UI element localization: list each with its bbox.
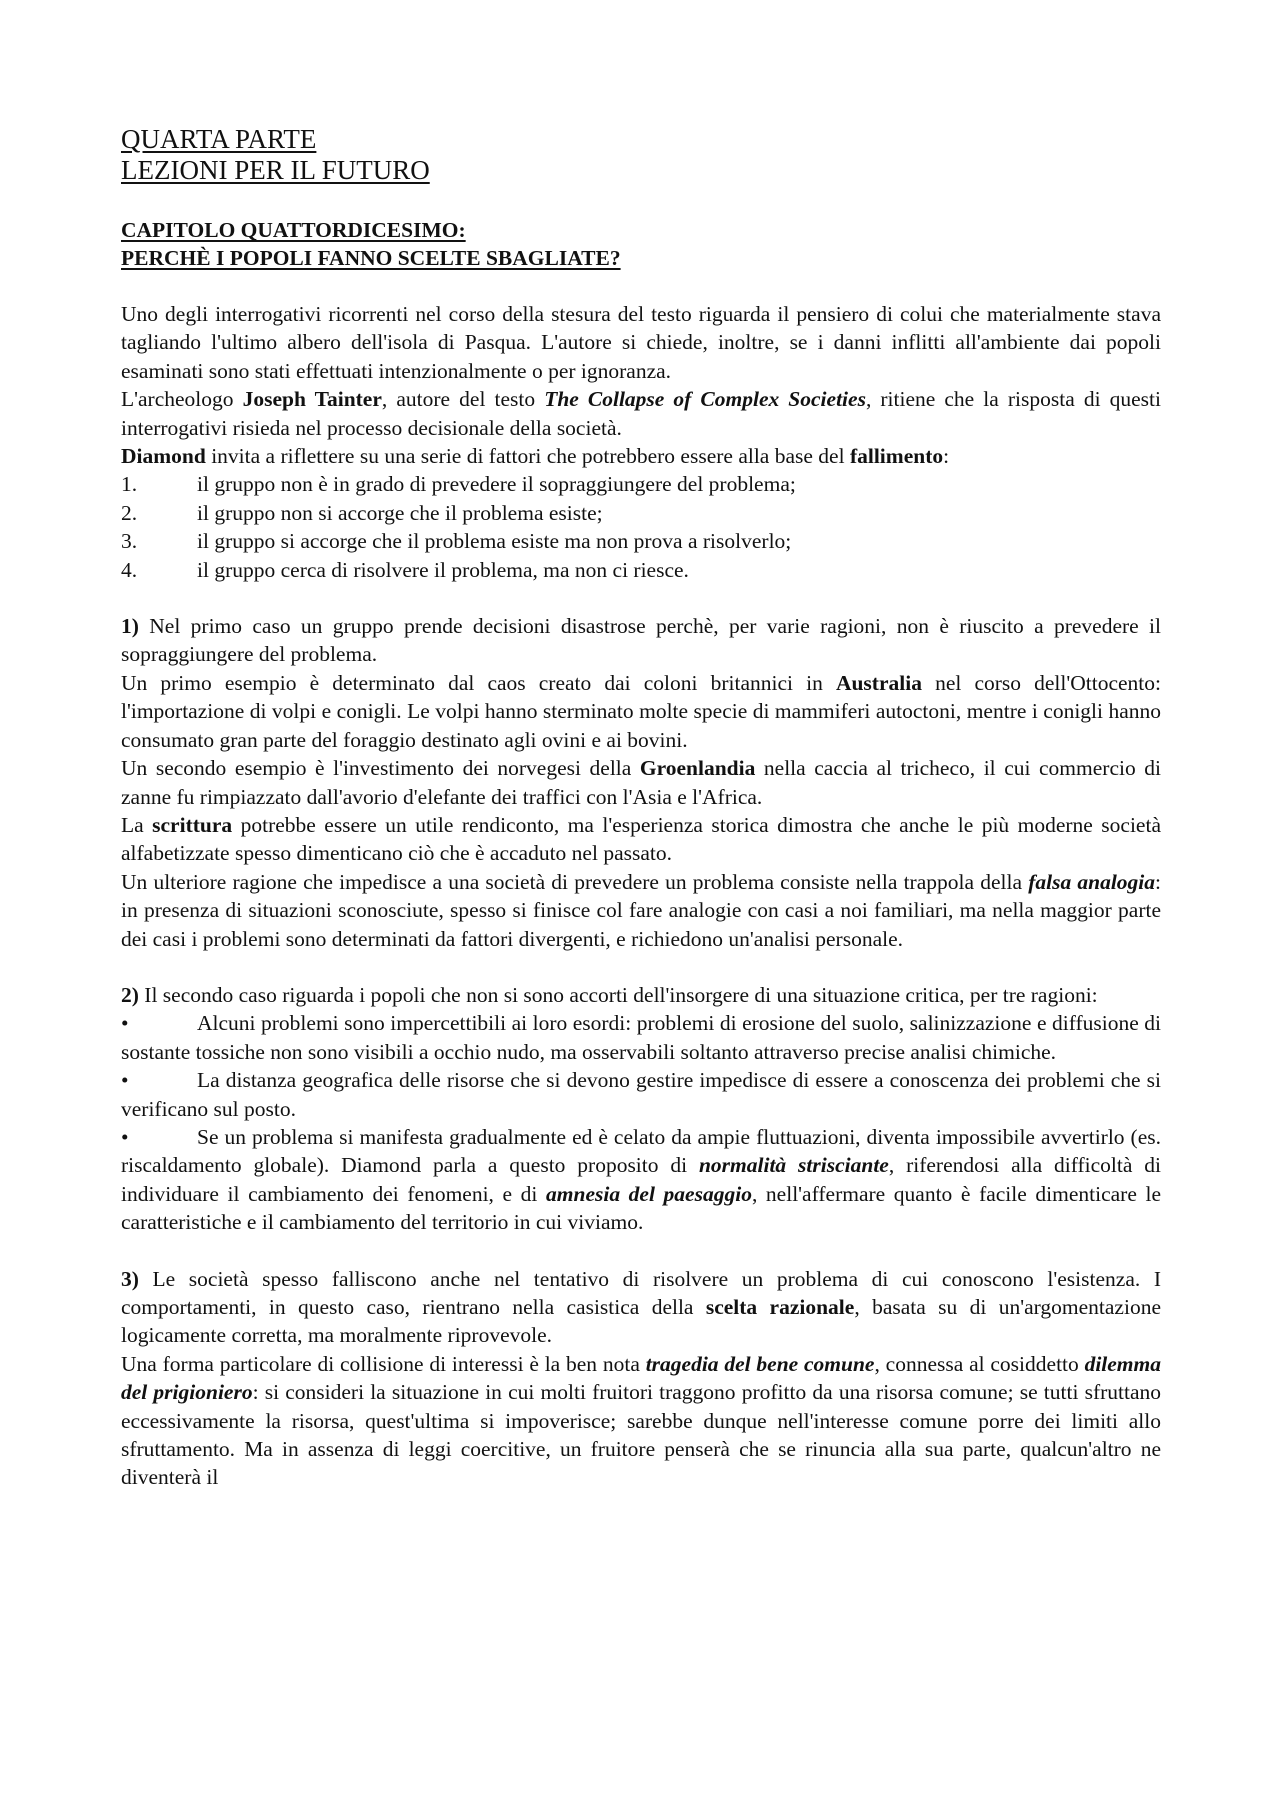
list-item: 2. il gruppo non si accorge che il problema esiste; bbox=[121, 500, 603, 525]
section2-paragraph-1: 2) Il secondo caso riguarda i popoli che non si sono accorti dell'insorgere di una situazione critica, per tre ragioni: bbox=[121, 982, 1098, 1007]
bullet-item: • La distanza geografica delle risorse che si devono gestire impedisce di essere a conoscenza dei problemi che si verificano sul posto. bbox=[121, 1068, 1161, 1121]
chapter-title bbox=[121, 216, 1161, 272]
author-name: Joseph Tainter bbox=[242, 387, 382, 412]
intro-paragraph-1: Uno degli interrogativi ricorrenti nel corso della stesura del testo riguarda il pensiero di colui che materialmente stava tagliando l'ultimo albero dell'isola di Pasqua. L'autore si chiede, inoltre, se i danni inflitti all'ambiente dai popoli esaminati sono stati effettuati intenzionalmente o per ignoranza. bbox=[121, 302, 1161, 383]
chapter-title-line2: PERCHÈ I POPOLI FANNO SCELTE SBAGLIATE? bbox=[121, 246, 621, 270]
failure-term: fallimento bbox=[849, 444, 944, 469]
part-title-line2: LEZIONI PER IL FUTURO bbox=[121, 155, 430, 185]
part-title bbox=[121, 124, 1161, 186]
chapter-title-line1: CAPITOLO QUATTORDICESIMO: bbox=[121, 218, 466, 242]
list-item: 3. il gruppo si accorge che il problema esiste ma non prova a risolverlo; bbox=[121, 529, 792, 554]
section1-paragraph-3: Un secondo esempio è l'investimento dei norvegesi della Groenlandia nella caccia al tricheco, il cui commercio di zanne fu rimpiazzato dall'avorio d'elefante dei traffici con l'Asia e l'Africa. bbox=[121, 756, 1161, 809]
bullet-item: • Alcuni problemi sono impercettibili ai loro esordi: problemi di erosione del suolo, salinizzazione e diffusione di sostante tossiche non sono visibili a occhio nudo, ma osservabili soltanto attraverso precise analisi chimiche. bbox=[121, 1011, 1161, 1064]
section1-paragraph-4: La scrittura potrebbe essere un utile rendiconto, ma l'esperienza storica dimostra che anche le più moderne società alfabetizzate spesso dimenticano ciò che è accaduto nel passato. bbox=[121, 812, 1161, 866]
document-page bbox=[121, 124, 1161, 1492]
list-item: 1. il gruppo non è in grado di prevedere il sopraggiungere del problema; bbox=[121, 472, 796, 497]
factors-list bbox=[121, 470, 1161, 584]
intro-paragraph-2: L'archeologo Joseph Tainter, autore del testo The Collapse of Complex Societies, ritiene che la risposta di questi interrogativi risieda nel processo decisionale della società. bbox=[121, 387, 1161, 440]
intro-paragraph-3: Diamond invita a riflettere su una serie di fattori che potrebbero essere alla base del fallimento: bbox=[121, 444, 950, 469]
section1-paragraph-2: Un primo esempio è determinato dal caos creato dai coloni britannici in Australia nel corso dell'Ottocento: l'importazione di volpi e conigli. Le volpi hanno sterminato molte specie di mammiferi autoctoni, mentre i conigli hanno consumato gran parte del foraggio destinato agli ovini e ai bovini. bbox=[121, 670, 1161, 752]
section3-paragraph-2: Una forma particolare di collisione di interessi è la ben nota tragedia del bene comune, connessa al cosiddetto dilemma del prigioniero: si consideri la situazione in cui molti fruitori traggono profitto da una risorsa comune; se tutti sfruttano eccessivamente la risorsa, quest'ultima si impoverisce; sarebbe dunque nell'interesse comune porre dei limiti allo sfruttamento. Ma in assenza di leggi coercitive, un fruitore penserà che se rinuncia alla sua parte, qualcun'altro ne diventerà il bbox=[121, 1351, 1162, 1490]
section1-paragraph-5: Un ulteriore ragione che impedisce a una società di prevedere un problema consiste nella trappola della falsa analogia: in presenza di situazioni sconosciute, spesso si finisce col fare analogie con casi a noi familiari, ma nella maggior parte dei casi i problemi sono determinati da fattori divergenti, e richiedono un'analisi personale. bbox=[121, 869, 1162, 951]
part-title-line1: QUARTA PARTE bbox=[121, 124, 317, 154]
bullet-item: • Se un problema si manifesta gradualmente ed è celato da ampie fluttuazioni, diventa impossibile avvertirlo (es. riscaldamento globale). Diamond parla a questo proposito di normalità strisciante, riferendosi alla difficoltà di individuare il cambiamento dei fenomeni, e di amnesia del paesaggio, nell'affermare quanto è facile dimenticare le caratteristiche e il cambiamento del territorio in cui viviamo. bbox=[121, 1124, 1162, 1235]
section3-paragraph-1: 3) Le società spesso falliscono anche nel tentativo di risolvere un problema di cui conoscono l'esistenza. I comportamenti, in questo caso, rientrano nella casistica della scelta razionale, basata su di un'argomentazione logicamente corretta, ma moralmente riprovevole. bbox=[121, 1266, 1161, 1348]
list-item: 4. il gruppo cerca di risolvere il problema, ma non ci riesce. bbox=[121, 557, 689, 582]
diamond-name: Diamond bbox=[121, 444, 206, 469]
section1-paragraph-1: 1) Nel primo caso un gruppo prende decisioni disastrose perchè, per varie ragioni, non è riuscito a prevedere il sopraggiungere del problema. bbox=[121, 614, 1161, 667]
book-title: The Collapse of Complex Societies bbox=[544, 387, 866, 412]
